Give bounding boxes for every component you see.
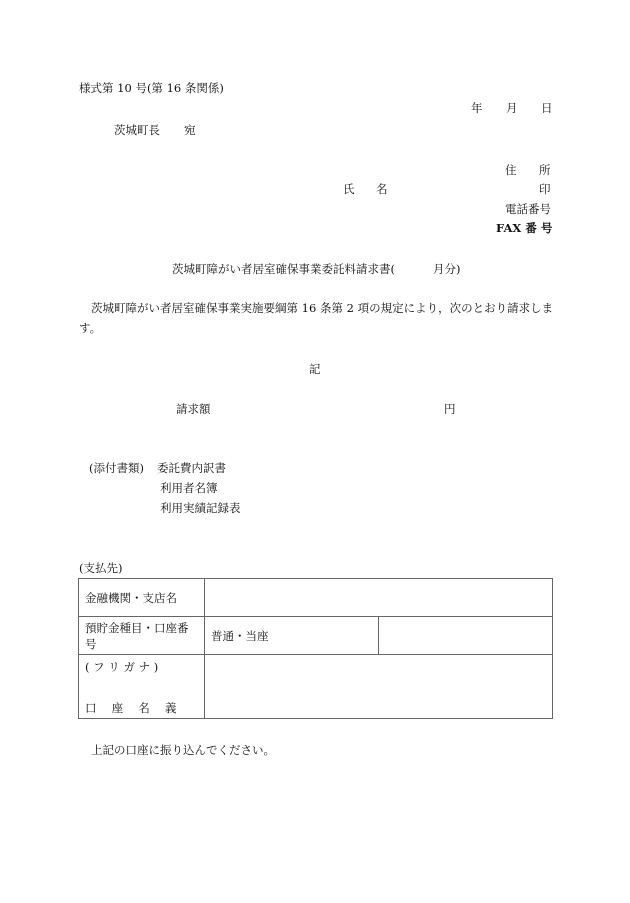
- name-label-2: 名: [376, 182, 388, 196]
- table-row-holder: [79, 655, 553, 719]
- title-text: 茨城町障がい者居室確保事業委託料請求書(: [172, 262, 395, 276]
- document-title: [172, 262, 460, 276]
- bank-label: 金融機関・支店名: [79, 579, 205, 617]
- attachments-label: (添付書類): [89, 461, 144, 475]
- body-line-1: 茨城町障がい者居室確保事業実施要綱第 16 条第 2 項の規定により，次のとおり請求しま: [91, 301, 554, 315]
- account-type[interactable]: 普通・当座: [205, 617, 379, 655]
- payment-heading: (支払先): [79, 561, 123, 575]
- attachment-item: 委託費内訳書: [157, 461, 226, 475]
- seal-label: 印: [539, 182, 551, 196]
- address-label-2: 所: [539, 163, 551, 177]
- table-row-bank: [79, 579, 553, 617]
- name-label-1: 氏: [343, 182, 355, 196]
- table-row-account: [79, 617, 553, 655]
- furigana-label: ( フ リ ガ ナ ): [85, 660, 159, 674]
- bank-value-field[interactable]: [205, 579, 553, 617]
- amount-unit: 円: [444, 402, 456, 416]
- body-line-2: す。: [79, 321, 102, 335]
- holder-value-field[interactable]: [205, 655, 553, 719]
- account-number-field[interactable]: [379, 617, 553, 655]
- addressee-suffix: 宛: [184, 123, 196, 137]
- payment-table: [78, 578, 553, 719]
- attachment-item: 利用実績記録表: [160, 501, 241, 515]
- address-label-1: 住: [505, 163, 517, 177]
- footer-note: 上記の口座に振り込んでください。: [91, 743, 275, 757]
- date-month-label: 月: [506, 101, 518, 115]
- addressee-name: 茨城町長: [114, 123, 160, 137]
- attachment-item: 利用者名簿: [160, 481, 218, 495]
- account-label: 預貯金種目・口座番号: [79, 617, 205, 655]
- holder-label-cell: [79, 655, 205, 719]
- form-number: 様式第 10 号(第 16 条関係): [79, 81, 224, 95]
- title-month-suffix: 月分): [432, 262, 461, 276]
- holder-label: 口 座 名 義: [85, 701, 177, 715]
- date-day-label: 日: [541, 101, 553, 115]
- phone-label: 電話番号: [505, 202, 551, 216]
- amount-label: 請求額: [176, 402, 211, 416]
- fax-label: FAX 番 号: [496, 221, 553, 235]
- date-year-label: 年: [471, 101, 483, 115]
- record-heading: 記: [309, 362, 321, 376]
